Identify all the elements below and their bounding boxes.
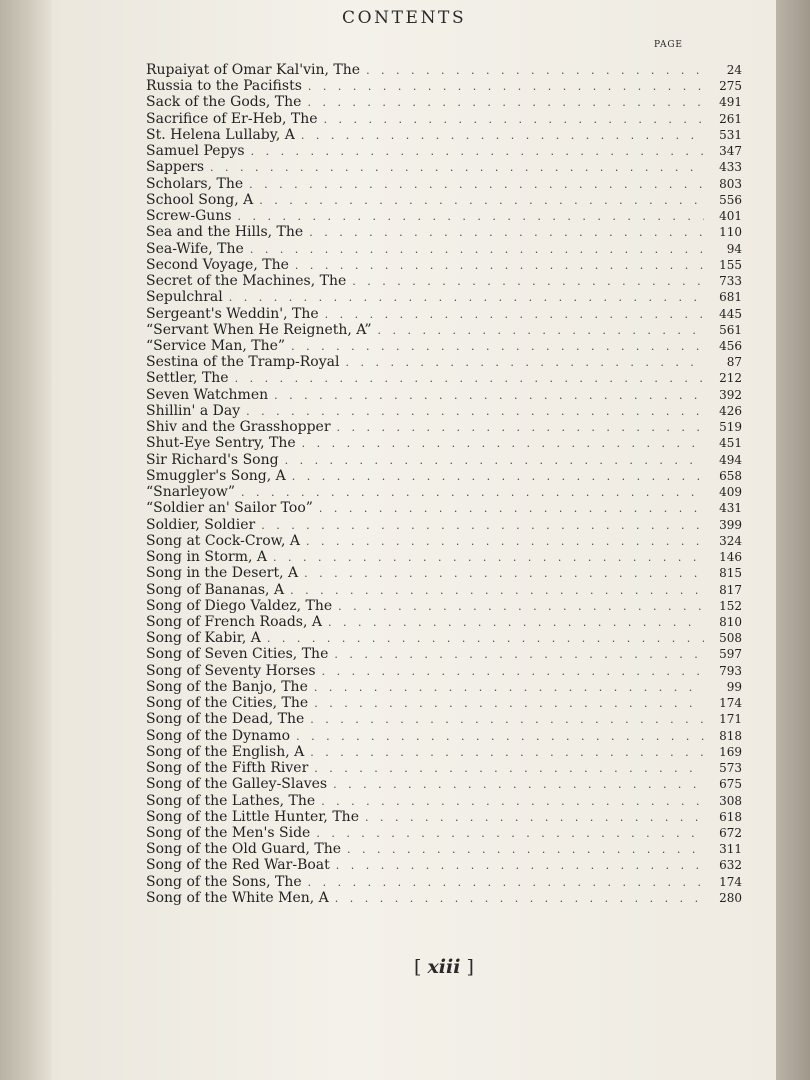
contents-entry	[146, 874, 742, 890]
entry-page-number: 87	[726, 355, 742, 370]
contents-entry	[146, 825, 742, 841]
entry-title: Song of Diego Valdez, The	[146, 597, 333, 614]
entry-page-number: 675	[719, 777, 742, 792]
entry-page-number: 392	[719, 387, 742, 402]
entry-page-number: 561	[719, 322, 742, 337]
entry-title: Song of Kabir, A	[146, 630, 261, 647]
contents-entry	[146, 159, 742, 175]
contents-entry	[146, 711, 742, 727]
dot-leader	[314, 761, 704, 777]
contents-entry	[146, 500, 742, 516]
entry-title: Song of the Little Hunter, The	[146, 808, 359, 825]
entry-page-number: 94	[726, 241, 742, 256]
entry-page-number: 155	[719, 257, 742, 272]
contents-entry	[146, 257, 742, 273]
contents-entry	[146, 208, 742, 224]
entry-title: Song of the Cities, The	[146, 695, 309, 712]
entry-title: Settler, The	[146, 370, 229, 387]
dot-leader	[314, 696, 704, 712]
dot-leader	[235, 371, 704, 387]
contents-entry	[146, 419, 742, 435]
dot-leader	[241, 485, 704, 501]
entry-page-number: 146	[719, 550, 742, 565]
contents-entry	[146, 370, 742, 386]
entry-title: Song of the Dynamo	[146, 727, 291, 744]
folio-number: xiii	[427, 956, 461, 978]
dot-leader	[310, 712, 704, 728]
entry-page-number: 261	[719, 111, 742, 126]
dot-leader	[337, 420, 704, 436]
entry-page-number: 491	[719, 95, 742, 110]
contents-entry	[146, 289, 742, 305]
entry-page-number: 803	[719, 176, 742, 191]
entry-title: Song of Seventy Horses	[146, 662, 316, 679]
entry-title: Song of Bananas, A	[146, 581, 285, 598]
entry-page-number: 174	[719, 874, 742, 889]
entry-page-number: 401	[719, 209, 742, 224]
contents-entry	[146, 890, 742, 906]
entry-title: Shiv and the Grasshopper	[146, 419, 331, 436]
entry-title: Song in the Desert, A	[146, 565, 299, 582]
contents-entry	[146, 435, 742, 451]
entry-page-number: 817	[719, 582, 742, 597]
dot-leader	[314, 680, 704, 696]
entry-title: Second Voyage, The	[146, 256, 289, 273]
entry-page-number: 445	[719, 306, 742, 321]
entry-title: Sacrifice of Er-Heb, The	[146, 110, 318, 127]
dot-leader	[306, 534, 704, 550]
dot-leader	[229, 290, 704, 306]
dot-leader	[336, 858, 704, 874]
entry-page-number: 174	[719, 696, 742, 711]
entry-title: Shillin' a Day	[146, 402, 241, 419]
contents-entry	[146, 127, 742, 143]
entry-page-number: 409	[719, 485, 742, 500]
contents-entry	[146, 94, 742, 110]
dot-leader	[296, 729, 704, 745]
entry-page-number: 171	[719, 712, 742, 727]
entry-title: Smuggler's Song, A	[146, 467, 286, 484]
entry-page-number: 573	[719, 761, 742, 776]
folio	[414, 956, 474, 978]
entry-title: Song of the Red War-Boat	[146, 857, 330, 874]
dot-leader	[250, 242, 704, 258]
dot-leader	[307, 95, 704, 111]
dot-leader	[309, 225, 704, 241]
entry-title: Song of Seven Cities, The	[146, 646, 329, 663]
contents-entry	[146, 403, 742, 419]
entry-page-number: 212	[719, 371, 742, 386]
entry-page-number: 793	[719, 663, 742, 678]
contents-entry	[146, 549, 742, 565]
entry-title: Song of the Banjo, The	[146, 678, 308, 695]
entry-page-number: 280	[719, 890, 742, 905]
entry-page-number: 324	[719, 533, 742, 548]
entry-page-number: 681	[719, 290, 742, 305]
entry-title: Song of the Men's Side	[146, 825, 311, 842]
contents-entry	[146, 646, 742, 662]
dot-leader	[328, 615, 704, 631]
dot-leader	[366, 63, 704, 79]
book-gutter-shadow	[0, 0, 52, 1080]
contents-entry	[146, 387, 742, 403]
dot-leader	[310, 745, 704, 761]
entry-title: Song of the Galley-Slaves	[146, 776, 328, 793]
entry-page-number: 494	[719, 452, 742, 467]
entry-page-number: 815	[719, 566, 742, 581]
entry-title: Sack of the Gods, The	[146, 94, 302, 111]
contents-entry	[146, 760, 742, 776]
dot-leader	[352, 274, 704, 290]
entry-page-number: 169	[719, 744, 742, 759]
entry-page-number: 99	[726, 679, 742, 694]
entry-page-number: 733	[719, 274, 742, 289]
dot-leader	[308, 875, 704, 891]
contents-entry	[146, 728, 742, 744]
contents-entry	[146, 776, 742, 792]
dot-leader	[325, 307, 704, 323]
entry-title: Song of the White Men, A	[146, 889, 329, 906]
contents-entry	[146, 663, 742, 679]
contents-entry	[146, 62, 742, 78]
entry-page-number: 308	[719, 793, 742, 808]
entry-title: Sepulchral	[146, 289, 223, 306]
entry-page-number: 152	[719, 598, 742, 613]
dot-leader	[335, 891, 704, 907]
contents-entry	[146, 338, 742, 354]
entry-title: Song of French Roads, A	[146, 613, 322, 630]
contents-entry	[146, 695, 742, 711]
contents-entry	[146, 354, 742, 370]
contents-entry	[146, 582, 742, 598]
entry-page-number: 519	[719, 420, 742, 435]
dot-leader	[321, 794, 704, 810]
entry-title: Seven Watchmen	[146, 386, 269, 403]
dot-leader	[302, 436, 704, 452]
folio-bracket-close: ]	[466, 956, 474, 978]
dot-leader	[347, 842, 704, 858]
entry-title: Song at Cock-Crow, A	[146, 532, 300, 549]
entry-page-number: 618	[719, 809, 742, 824]
entry-title: Shut-Eye Sentry, The	[146, 435, 296, 452]
dot-leader	[338, 599, 704, 615]
dot-leader	[259, 193, 704, 209]
contents-entry	[146, 809, 742, 825]
contents-entry	[146, 744, 742, 760]
dot-leader	[334, 647, 704, 663]
entry-page-number: 508	[719, 631, 742, 646]
entry-page-number: 110	[719, 225, 742, 240]
dot-leader	[295, 258, 704, 274]
entry-title: School Song, A	[146, 191, 254, 208]
entry-title: Secret of the Machines, The	[146, 273, 347, 290]
entry-title: “Servant When He Reigneth, A”	[146, 321, 372, 338]
dot-leader	[290, 583, 704, 599]
entry-title: Screw-Guns	[146, 208, 232, 225]
entry-page-number: 810	[719, 614, 742, 629]
entry-title: Sappers	[146, 159, 205, 176]
dot-leader	[291, 339, 704, 355]
contents-entry	[146, 517, 742, 533]
contents-entry	[146, 630, 742, 646]
dot-leader	[210, 160, 704, 176]
entry-title: “Snarleyow”	[146, 484, 236, 501]
entry-page-number: 275	[719, 79, 742, 94]
dot-leader	[301, 128, 704, 144]
dot-leader	[267, 631, 704, 647]
contents-entry	[146, 192, 742, 208]
contents-entry	[146, 143, 742, 159]
entry-title: Song of the Lathes, The	[146, 792, 316, 809]
entry-title: Sir Richard's Song	[146, 451, 279, 468]
entry-page-number: 426	[719, 403, 742, 418]
contents-entry	[146, 468, 742, 484]
entry-title: Song of the Sons, The	[146, 873, 302, 890]
contents-entry	[146, 614, 742, 630]
entry-page-number: 431	[719, 501, 742, 516]
contents-entry	[146, 533, 742, 549]
page-stack-edge	[772, 0, 810, 1080]
contents-entry	[146, 793, 742, 809]
entry-title: Sea and the Hills, The	[146, 224, 304, 241]
dot-leader	[251, 144, 704, 160]
contents-list	[146, 62, 742, 906]
entry-title: Russia to the Pacifists	[146, 78, 302, 95]
dot-leader	[324, 112, 704, 128]
entry-page-number: 24	[726, 63, 742, 77]
dot-leader	[316, 826, 704, 842]
dot-leader	[249, 177, 704, 193]
entry-title: Soldier, Soldier	[146, 516, 256, 533]
entry-page-number: 531	[719, 127, 742, 142]
contents-entry	[146, 111, 742, 127]
dot-leader	[333, 777, 704, 793]
dot-leader	[322, 664, 704, 680]
entry-title: Song of the English, A	[146, 743, 305, 760]
contents-entry	[146, 841, 742, 857]
entry-page-number: 672	[719, 826, 742, 841]
contents-entry	[146, 241, 742, 257]
contents-entry	[146, 224, 742, 240]
book-page	[52, 0, 776, 1080]
contents-entry	[146, 679, 742, 695]
entry-page-number: 556	[719, 192, 742, 207]
dot-leader	[246, 404, 704, 420]
folio-bracket-open: [	[414, 956, 422, 978]
dot-leader	[319, 501, 704, 517]
entry-title: Samuel Pepys	[146, 143, 245, 160]
entry-page-number: 347	[719, 144, 742, 159]
contents-entry	[146, 322, 742, 338]
entry-page-number: 311	[719, 842, 742, 857]
entry-title: Song of the Dead, The	[146, 711, 305, 728]
entry-title: Rupaiyat of Omar Kal'vin, The	[146, 62, 361, 78]
entry-page-number: 632	[719, 858, 742, 873]
contents-entry	[146, 857, 742, 873]
dot-leader	[261, 518, 704, 534]
entry-title: Sea-Wife, The	[146, 240, 244, 257]
dot-leader	[273, 550, 704, 566]
entry-title: St. Helena Lullaby, A	[146, 126, 295, 143]
dot-leader	[345, 355, 704, 371]
contents-entry	[146, 273, 742, 289]
entry-page-number: 597	[719, 647, 742, 662]
page-heading: CONTENTS	[342, 8, 467, 28]
entry-page-number: 456	[719, 338, 742, 353]
contents-entry	[146, 78, 742, 94]
entry-page-number: 658	[719, 468, 742, 483]
dot-leader	[274, 388, 704, 404]
dot-leader	[238, 209, 704, 225]
entry-title: Scholars, The	[146, 175, 244, 192]
contents-entry	[146, 484, 742, 500]
entry-title: Sestina of the Tramp-Royal	[146, 354, 340, 371]
entry-page-number: 451	[719, 436, 742, 451]
entry-title: Song of the Fifth River	[146, 760, 309, 777]
entry-title: Sergeant's Weddin', The	[146, 305, 319, 322]
entry-title: “Soldier an' Sailor Too”	[146, 500, 313, 517]
dot-leader	[378, 323, 705, 339]
contents-entry	[146, 306, 742, 322]
dot-leader	[365, 810, 704, 826]
dot-leader	[285, 453, 704, 469]
entry-title: Song of the Old Guard, The	[146, 841, 341, 858]
entry-page-number: 433	[719, 160, 742, 175]
contents-entry	[146, 452, 742, 468]
contents-entry	[146, 565, 742, 581]
entry-page-number: 399	[719, 517, 742, 532]
dot-leader	[308, 79, 704, 95]
entry-title: Song in Storm, A	[146, 549, 268, 566]
contents-entry	[146, 176, 742, 192]
dot-leader	[292, 469, 704, 485]
entry-title: “Service Man, The”	[146, 337, 286, 354]
entry-page-number: 818	[719, 728, 742, 743]
contents-entry	[146, 598, 742, 614]
dot-leader	[304, 566, 704, 582]
page-column-label: PAGE	[654, 40, 683, 50]
